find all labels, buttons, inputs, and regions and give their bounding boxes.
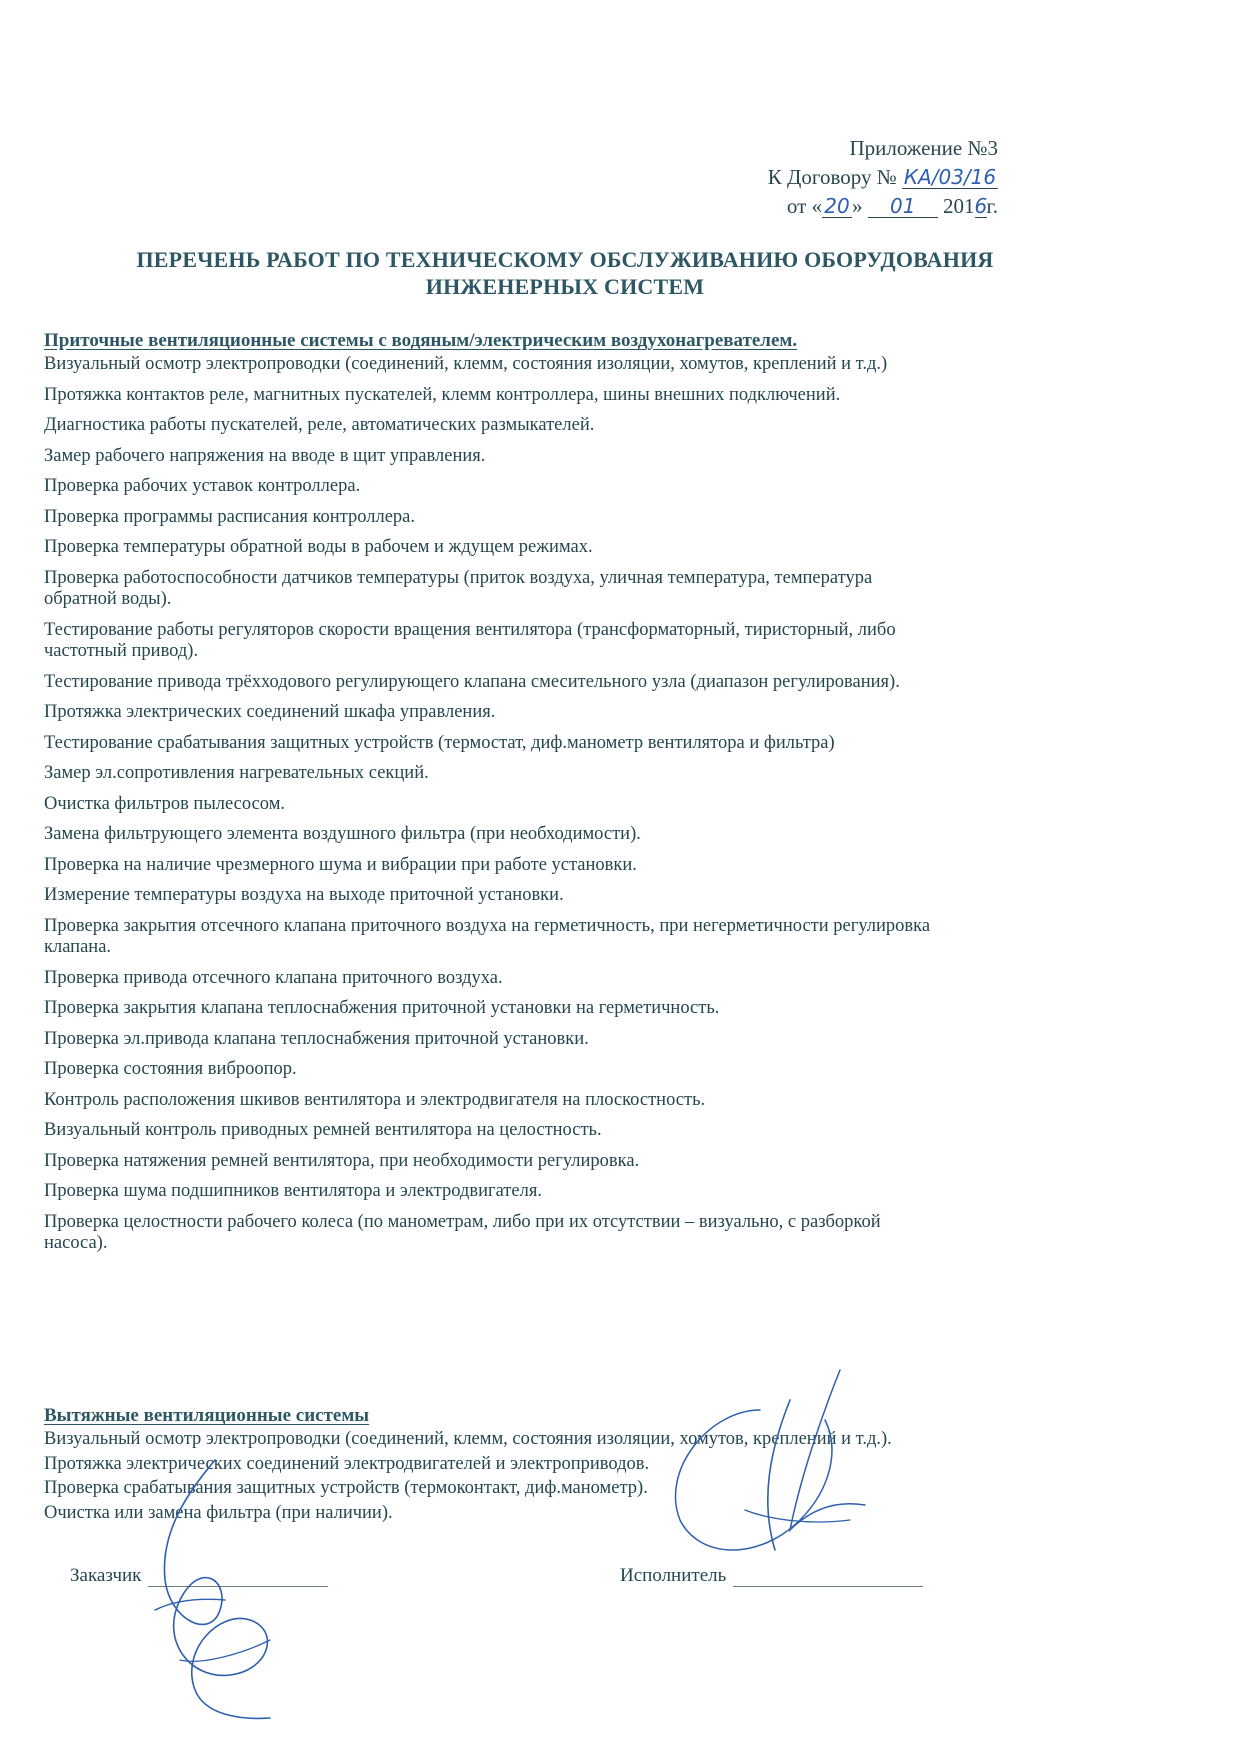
supply-work-item: Проверка закрытия клапана теплоснабжения приточной установки на герметичность. (44, 998, 720, 1018)
supply-work-item: Очистка фильтров пылесосом. (44, 793, 286, 814)
contract-line (768, 163, 998, 192)
exhaust-work-item: Визуальный осмотр электропроводки (соединений, клемм, состояния изоляции, хомутов, креплений и т.д.). (44, 1429, 892, 1449)
supply-work-item: Проверка программы расписания контроллера. (44, 506, 415, 527)
supply-work-item: Тестирование привода трёхходового регулирующего клапана смесительного узла (диапазон регулирования). (44, 671, 900, 692)
customer-label: Заказчик (70, 1565, 142, 1586)
supply-work-item: Визуальный осмотр электропроводки (соединений, клемм, состояния изоляции, хомутов, креплений и т.д.) (44, 354, 888, 374)
contractor-signature-line (733, 1570, 923, 1587)
exhaust-ventilation-section (44, 1405, 944, 1527)
supply-work-item: Измерение температуры воздуха на выходе приточной установки. (44, 885, 564, 905)
date-line (768, 192, 998, 221)
supply-work-item: Проверка состояния виброопор. (44, 1059, 297, 1079)
title-line-1: ПЕРЕЧЕНЬ РАБОТ ПО ТЕХНИЧЕСКОМУ ОБСЛУЖИВАНИЮ ОБОРУДОВАНИЯ (136, 247, 994, 272)
contract-number: КА/03/16 (903, 165, 997, 189)
title-line-2: ИНЖЕНЕРНЫХ СИСТЕМ (425, 274, 705, 299)
document-title (0, 246, 1130, 300)
customer-signature-line (148, 1570, 328, 1587)
exhaust-work-list (44, 1429, 944, 1524)
supply-work-item: Проверка натяжения ремней вентилятора, при необходимости регулировка. (44, 1150, 640, 1171)
supply-work-list (44, 354, 944, 1255)
supply-section-heading: Приточные вентиляционные системы с водяным/электрическим воздухонагревателем. (44, 330, 798, 351)
supply-work-item: Проверка шума подшипников вентилятора и электродвигателя. (44, 1181, 542, 1201)
supply-work-item: Протяжка электрических соединений шкафа управления. (44, 702, 496, 722)
supply-work-item: Проверка эл.привода клапана теплоснабжения приточной установки. (44, 1028, 589, 1049)
supply-work-item: Проверка закрытия отсечного клапана приточного воздуха на герметичность, при негерметичности регулировка клапана. (44, 915, 931, 957)
supply-ventilation-section (44, 330, 944, 1264)
contractor-signature-block (620, 1565, 923, 1587)
date-prefix: от « (786, 194, 822, 218)
supply-work-item: Проверка температуры обратной воды в рабочем и ждущем режимах. (44, 537, 593, 557)
date-year-digit: 6 (974, 194, 988, 218)
date-month: 01 (868, 195, 938, 218)
supply-work-item: Тестирование работы регуляторов скорости вращения вентилятора (трансформаторный, тиристорный, либо частотный привод). (44, 619, 896, 661)
supply-work-item: Протяжка контактов реле, магнитных пускателей, клемм контроллера, шины внешних подключений. (44, 384, 841, 405)
exhaust-work-item: Очистка или замена фильтра (при наличии). (44, 1502, 393, 1523)
exhaust-work-item: Протяжка электрических соединений электродвигателей и электроприводов. (44, 1453, 650, 1474)
supply-work-item: Замена фильтрующего элемента воздушного фильтра (при необходимости). (44, 824, 641, 844)
date-separator: » (852, 194, 863, 218)
supply-work-item: Визуальный контроль приводных ремней вентилятора на целостность. (44, 1120, 602, 1140)
exhaust-work-item: Проверка срабатывания защитных устройств (термоконтакт, диф.манометр). (44, 1478, 648, 1498)
date-day: 20 (822, 195, 852, 218)
supply-work-item: Замер эл.сопротивления нагревательных секций. (44, 763, 429, 783)
appendix-header (768, 134, 998, 221)
supply-work-item: Проверка привода отсечного клапана приточного воздуха. (44, 967, 503, 988)
supply-work-item: Контроль расположения шкивов вентилятора и электродвигателя на плоскостность. (44, 1089, 706, 1110)
contract-prefix: К Договору № (767, 165, 897, 189)
date-suffix: г. (986, 194, 998, 218)
date-year-prefix: 201 (943, 194, 975, 218)
contractor-label: Исполнитель (620, 1565, 727, 1586)
exhaust-section-heading: Вытяжные вентиляционные системы (44, 1405, 370, 1426)
supply-work-item: Проверка работоспособности датчиков температуры (приток воздуха, уличная температура, температура обратной воды). (44, 567, 873, 609)
supply-work-item: Проверка на наличие чрезмерного шума и вибрации при работе установки. (44, 854, 637, 875)
customer-signature-block (70, 1565, 328, 1587)
supply-work-item: Проверка целостности рабочего колеса (по манометрам, либо при их отсутствии – визуально, с разборкой насоса). (44, 1211, 881, 1253)
supply-work-item: Диагностика работы пускателей, реле, автоматических размыкателей. (44, 415, 595, 435)
supply-work-item: Проверка рабочих уставок контроллера. (44, 476, 361, 496)
appendix-number: Приложение №3 (849, 136, 998, 160)
supply-work-item: Замер рабочего напряжения на вводе в щит управления. (44, 445, 486, 466)
supply-work-item: Тестирование срабатывания защитных устройств (термостат, диф.манометр вентилятора и фильтра) (44, 732, 835, 753)
